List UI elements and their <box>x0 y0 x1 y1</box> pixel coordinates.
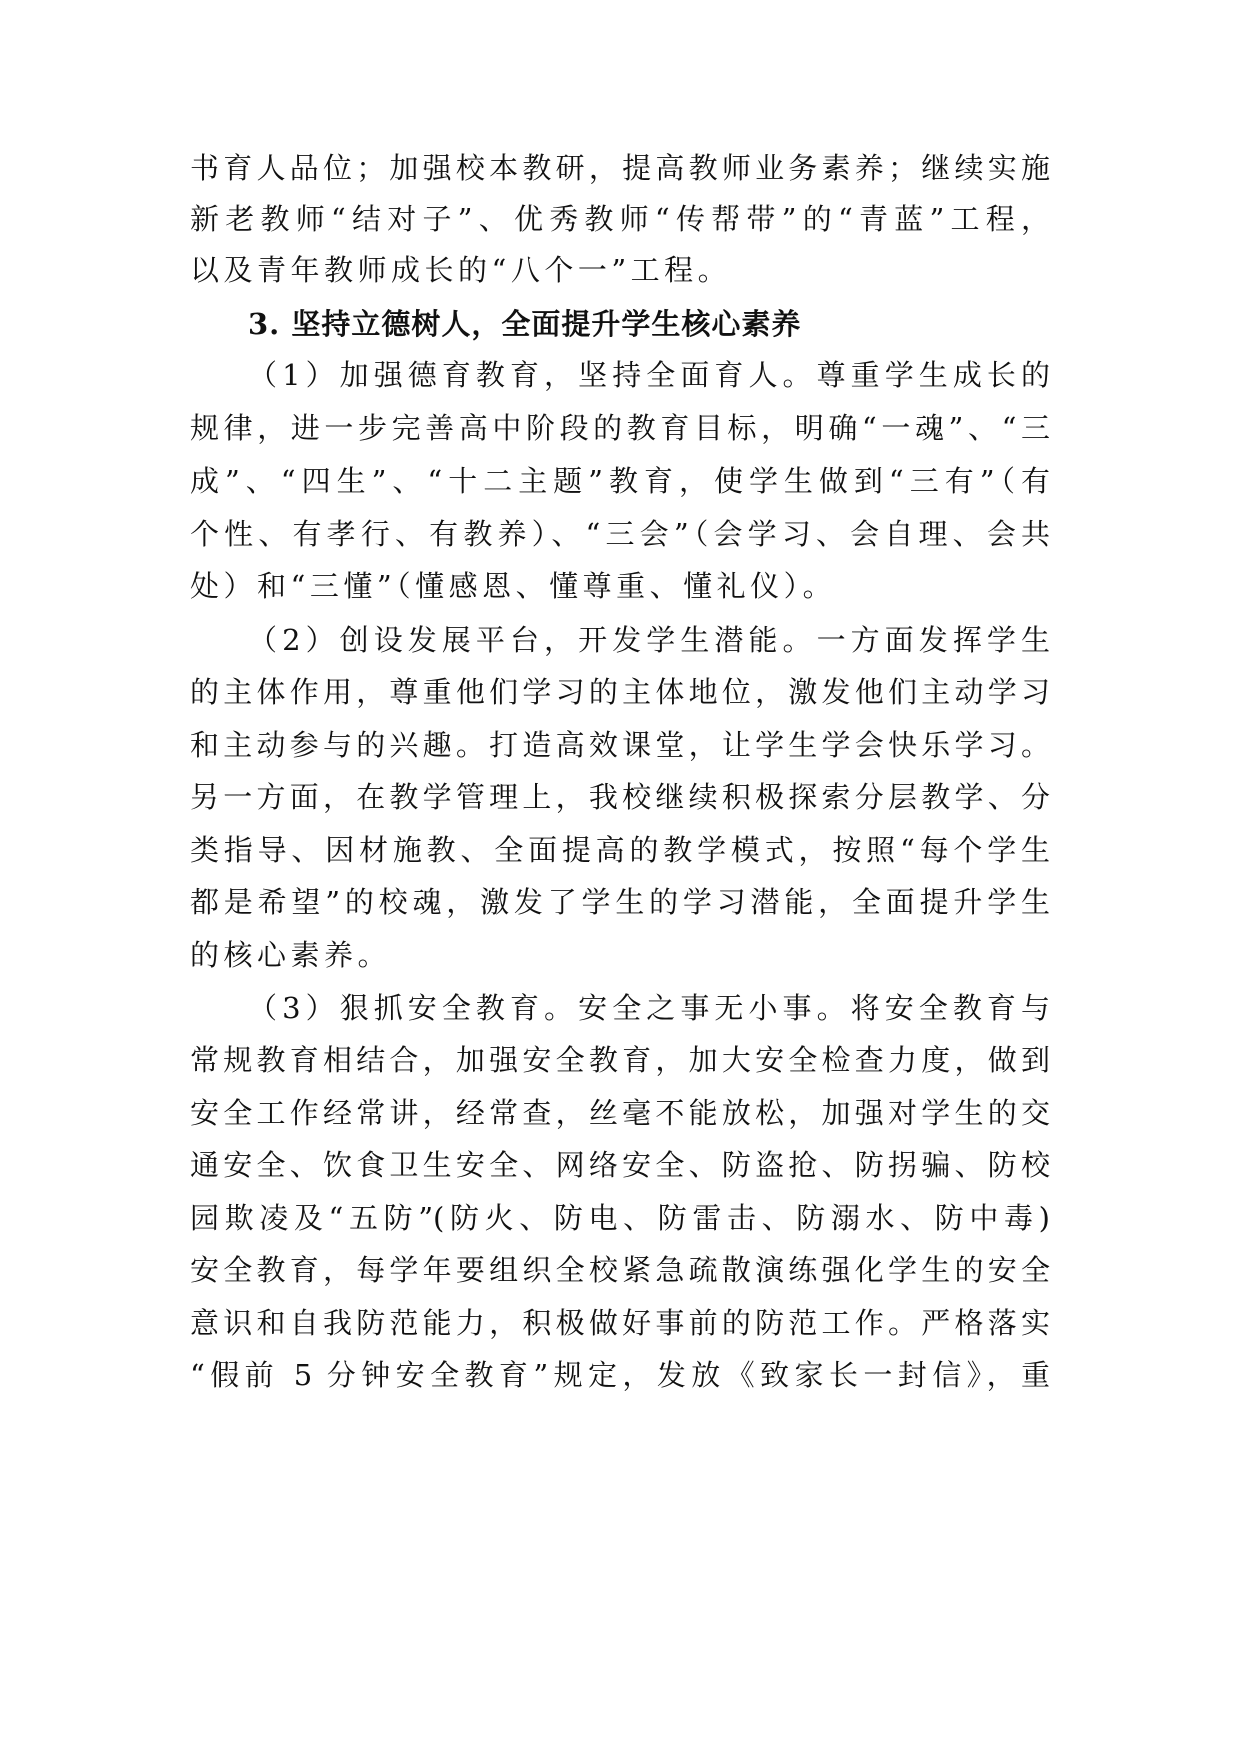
body-line: 个性、有孝行、有教养）、“三会”（会学习、会自理、会共 <box>190 517 1050 551</box>
body-line: 类指导、因材施教、全面提高的教学模式，按照“每个学生 <box>190 833 1050 867</box>
paragraph-start: （2）创设发展平台，开发学生潜能。一方面发挥学生 <box>248 623 1050 657</box>
paragraph-start: （1）加强德育教育，坚持全面育人。尊重学生成长的 <box>248 358 1050 392</box>
body-line: 书育人品位；加强校本教研，提高教师业务素养；继续实施 <box>190 151 1050 185</box>
body-line: 通安全、饮食卫生安全、网络安全、防盗抢、防拐骗、防校 <box>190 1148 1050 1182</box>
body-line: 安全教育，每学年要组织全校紧急疏散演练强化学生的安全 <box>190 1253 1050 1287</box>
body-line: 成”、“四生”、“十二主题”教育，使学生做到“三有”（有 <box>190 464 1050 498</box>
body-line: 新老教师“结对子”、优秀教师“传帮带”的“青蓝”工程， <box>190 202 1050 236</box>
section-heading: 3. 坚持立德树人，全面提升学生核心素养 <box>248 307 802 341</box>
body-line: 都是希望”的校魂，激发了学生的学习潜能，全面提升学生 <box>190 885 1050 919</box>
body-line: 和主动参与的兴趣。打造高效课堂，让学生学会快乐学习。 <box>190 728 1050 762</box>
body-line: 的核心素养。 <box>190 938 392 972</box>
body-line: 处）和“三懂”（懂感恩、懂尊重、懂礼仪）。 <box>190 569 837 603</box>
paragraph-start: （3）狠抓安全教育。安全之事无小事。将安全教育与 <box>248 991 1050 1025</box>
body-line: 安全工作经常讲，经常查，丝毫不能放松，加强对学生的交 <box>190 1096 1050 1130</box>
body-line: 的主体作用，尊重他们学习的主体地位，激发他们主动学习 <box>190 675 1050 709</box>
body-line: 另一方面，在教学管理上，我校继续积极探索分层教学、分 <box>190 780 1050 814</box>
body-line: 常规教育相结合，加强安全教育，加大安全检查力度，做到 <box>190 1043 1050 1077</box>
body-line: “假前 5 分钟安全教育”规定，发放《致家长一封信》，重 <box>190 1358 1050 1392</box>
body-line: 规律，进一步完善高中阶段的教育目标，明确“一魂”、“三 <box>190 411 1050 445</box>
body-line: 园欺凌及“五防”(防火、防电、防雷击、防溺水、防中毒) <box>190 1201 1050 1235</box>
body-line: 意识和自我防范能力，积极做好事前的防范工作。严格落实 <box>190 1306 1050 1340</box>
body-line: 以及青年教师成长的“八个一”工程。 <box>190 253 732 287</box>
